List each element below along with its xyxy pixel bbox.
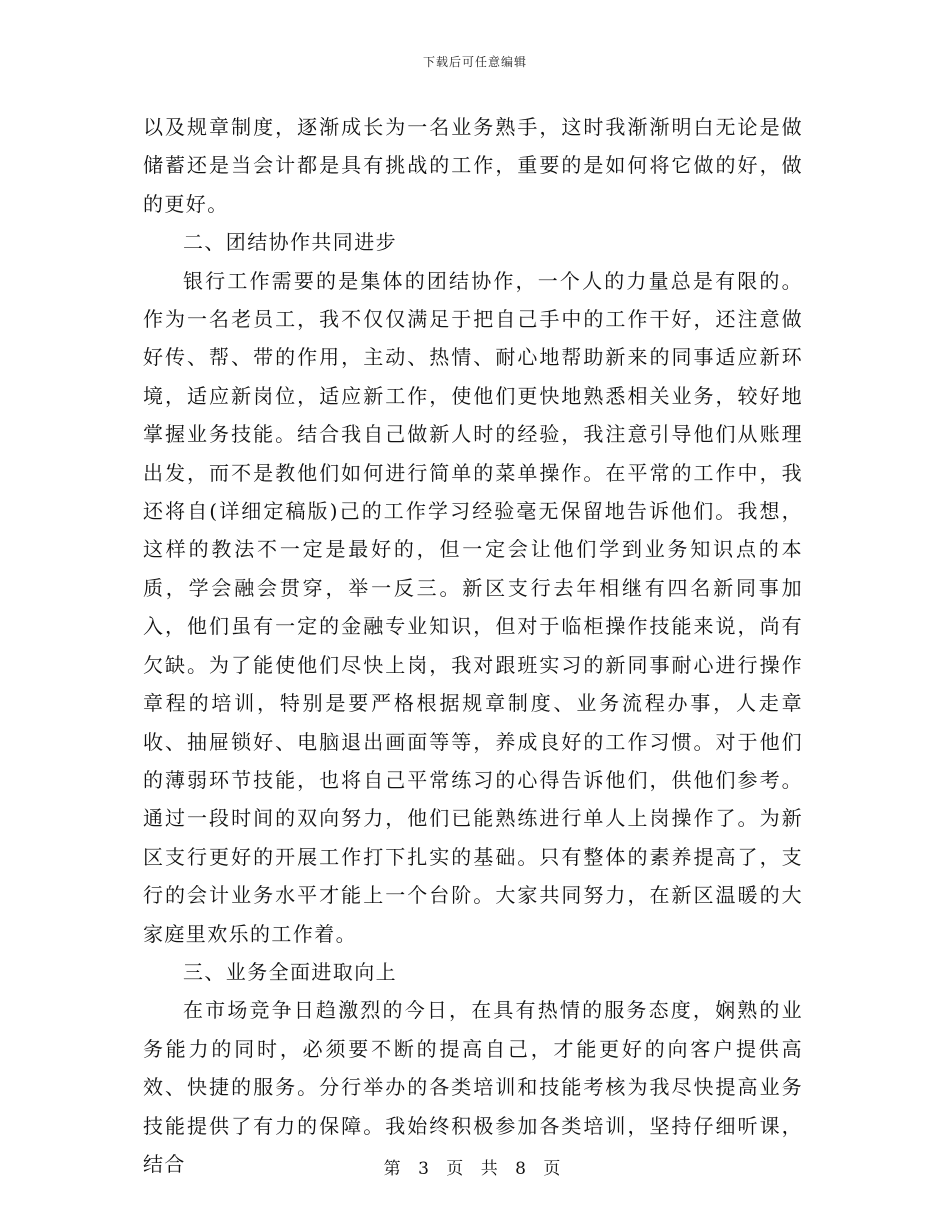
page-footer: 第 3 页 共 8 页 (383, 1159, 567, 1179)
section-heading-3: 三、业务全面进取向上 (183, 959, 397, 984)
paragraph-business: 在市场竞争日趋激烈的今日，在具有热情的服务态度，娴熟的业务能力的同时，必须要不断的提高自己，才能更好的向客户提供高效、快捷的服务。分行举办的各类培训和技能考核为我尽快提高业务技能提供了有力的保障。我始终积极参加各类培训，坚持仔细听课，结合 (143, 998, 803, 1176)
section-heading-2: 二、团结协作共同进步 (183, 230, 397, 255)
page-header: 下载后可任意编辑 (422, 55, 527, 69)
paragraph-continuation: 以及规章制度，逐渐成长为一名业务熟手，这时我渐渐明白无论是做储蓄还是当会计都是具有挑战的工作，重要的是如何将它做的好，做的更好。 (143, 115, 803, 216)
document-body (143, 108, 803, 1183)
paragraph-teamwork: 银行工作需要的是集体的团结协作，一个人的力量总是有限的。作为一名老员工，我不仅仅满足于把自己手中的工作干好，还注意做好传、帮、带的作用，主动、热情、耐心地帮助新来的同事适应新环境，适应新岗位，适应新工作，使他们更快地熟悉相关业务，较好地掌握业务技能。结合我自己做新人时的经验，我注意引导他们从账理出发，而不是教他们如何进行简单的菜单操作。在平常的工作中，我还将自(详细定稿版)己的工作学习经验毫无保留地告诉他们。我想，这样的教法不一定是最好的，但一定会让他们学到业务知识点的本质，学会融会贯穿，举一反三。新区支行去年相继有四名新同事加入，他们虽有一定的金融专业知识，但对于临柜操作技能来说，尚有欠缺。为了能使他们尽快上岗，我对跟班实习的新同事耐心进行操作章程的培训，特别是要严格根据规章制度、业务流程办事，人走章收、抽屉锁好、电脑退出画面等等，养成良好的工作习惯。对于他们的薄弱环节技能，也将自己平常练习的心得告诉他们，供他们参考。通过一段时间的双向努力，他们已能熟练进行单人上岗操作了。为新区支行更好的开展工作打下扎实的基础。只有整体的素养提高了，支行的会计业务水平才能上一个台阶。大家共同努力，在新区温暖的大家庭里欢乐的工作着。 (143, 268, 803, 946)
